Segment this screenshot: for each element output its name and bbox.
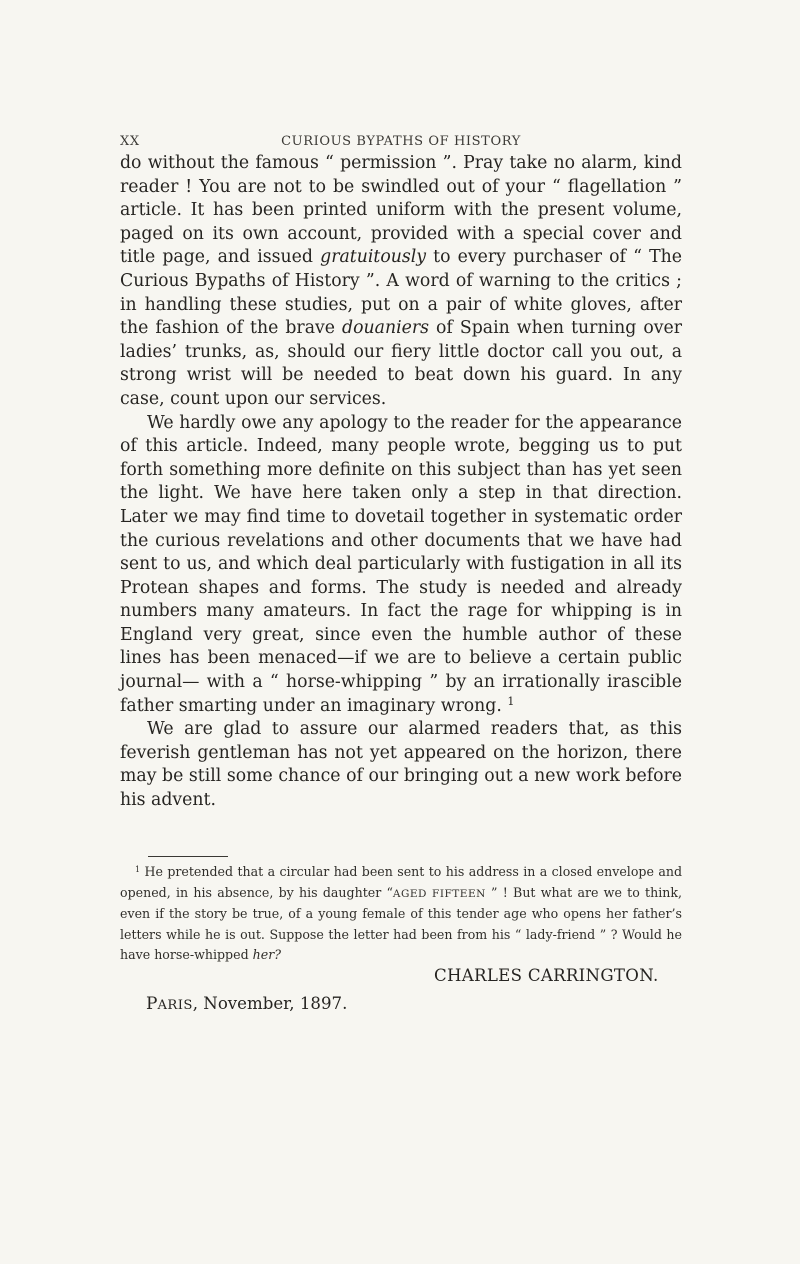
running-head: [120, 134, 682, 152]
paragraph-3-text: We are glad to assure our alarmed readers that, as this feverish gentleman has not yet appeared on the horizon, there may be still some chance of our bringing out a new work before his advent.: [120, 719, 682, 811]
paragraph-1-text-b: to every purchaser of “ The Curious Bypaths of History ”. A word of warning to the critics ; in handling these studies, put on a pair of white gloves, after the fashion of the brave: [120, 247, 682, 339]
paragraph-3: [120, 718, 682, 812]
page-number: XX: [120, 134, 140, 149]
footnote-text-b: ” ! But what are we to think, even if the story be true, of a young female of this tender age who opens her father’s letters while he is out. Suppose the letter had been from his “ lady-friend ” ? Would he have horse-whipped: [120, 884, 682, 963]
dateline-small-caps: ARIS: [157, 998, 193, 1013]
paragraph-1-text-a: do without the famous “ permission ”. Pray take no alarm, kind reader ! You are not to be swindled out of your “ flagellation ” article. It has been printed uniform with the present volume, paged on its own account, provided with a special cover and title page, and issued: [120, 153, 682, 268]
paragraph-1: [120, 152, 682, 412]
paragraph-2: [120, 412, 682, 719]
footnote-reference: 1: [507, 694, 515, 708]
body-text: [120, 152, 682, 813]
footnote-small-caps: AGED FIFTEEN: [392, 887, 486, 900]
dateline-initial: P: [146, 994, 158, 1014]
running-title: CURIOUS BYPATHS OF HISTORY: [281, 134, 521, 149]
dateline-date: , November, 1897.: [192, 994, 348, 1013]
footnote-paragraph: [120, 862, 682, 966]
footnote-text-a: He pretended that a circular had been sent to his address in a closed envelope and opened, in his absence, by his daughter “: [120, 864, 682, 900]
footnote-italic: her?: [252, 947, 281, 963]
footnote-separator: [148, 856, 228, 857]
paragraph-1-text-c: of Spain when turning over ladies’ trunks, as, should our fiery little doctor call you out, a strong wrist will be needed to beat down his guard. In any case, count upon our services.: [120, 318, 683, 409]
footnote: [120, 862, 682, 966]
dateline: [146, 994, 347, 1014]
italic-gratuitously: gratuitously: [320, 247, 427, 268]
paragraph-2-text: We hardly owe any apology to the reader for the appearance of this article. Indeed, many people wrote, begging us to put forth something more definite on this subject than has yet seen the light. We have here taken only a step in that direction. Later we may find time to dovetail together in systematic order the curious revelations and other documents that we have had sent to us, and which deal particularly with fustigation in all its Protean shapes and forms. The study is needed and already numbers many amateurs. In fact the rage for whipping is in England very great, since even the humble author of these lines has been menaced—if we are to believe a certain public journal— with a “ horse-whipping ” by an irrationally irascible father smarting under an imaginary wrong.: [120, 412, 682, 716]
author-signature: CHARLES CARRINGTON.: [434, 966, 659, 985]
italic-douaniers: douaniers: [342, 318, 429, 339]
footnote-mark: 1: [135, 865, 141, 874]
